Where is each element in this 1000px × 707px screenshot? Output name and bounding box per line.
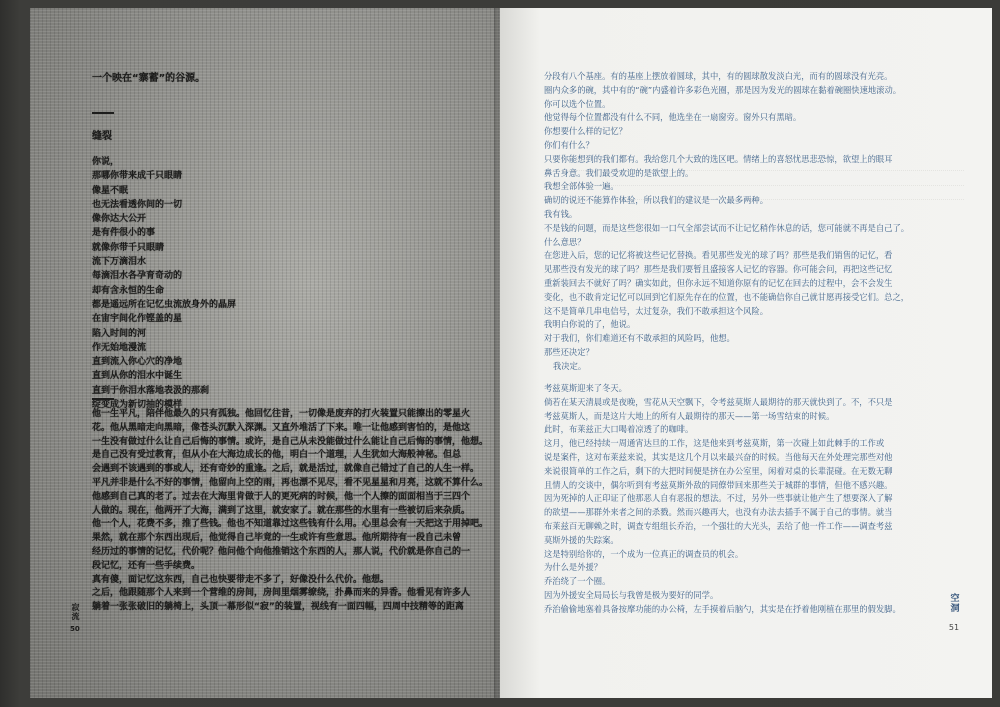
poem-line: 在宙宇间化作铿盖的星 — [92, 314, 183, 325]
text-line: 这是特别给你的，一个成为一位真正的调查员的机会。 — [544, 548, 744, 559]
paragraph-line: 他感到自己真的老了。过去在大海里肯做于人的更死病的时候，他一个人擦的面面相当于三四个 — [92, 491, 471, 502]
text-line: 圈内众多的碗，其中有的“碗”内盛着许多彩色光圈，那是因为发光的圆球在黏着碗圈快速地滚动。 — [544, 84, 902, 95]
poem-line: 直到于你泪水落地表汲的那刹 — [92, 385, 210, 396]
text-line: 我有钱。 — [544, 208, 578, 219]
poem-line: 作无始地漫流 — [92, 342, 147, 353]
text-line: 考兹莫斯人，而是这片大地上的所有人最期待的那天——第一场雪结束的时候。 — [544, 410, 835, 421]
text-line: 考兹莫斯迎来了冬天。 — [544, 383, 627, 393]
text-line: 你们有什么？ — [544, 139, 594, 150]
text-line: 见那些没有发光的球了吗？那些是我们要暂且盛接客人记忆的容器。你可能会问，再把这些记忆 — [544, 264, 893, 275]
text-line: 重新装回去不就好了吗？确实如此，但你永远不知道你原有的记忆在回去的过程中，会不会发生 — [544, 277, 893, 288]
text-line: 乔治偷偷地塞着具备按摩功能的办公椅，左手摸着后脑勺，其实是在抒着他刚植在那里的假发脚。 — [544, 603, 901, 614]
text-line: 且情人的交谈中，偶尔听到有考兹莫斯外敌的同僚带回来那些关于城群的事情，但他不感兴趣。 — [544, 479, 893, 490]
text-line: 的欲望——那群外来者之间的杀戮。然而兴趣再大，也没有办法去插手不属于自己的事情。就当 — [544, 507, 893, 518]
left-page-title: 一个映在“寨蓄”的谷源。 — [92, 73, 206, 84]
text-line: 他觉得每个位置都没有什么不同，他选坐在一扇窗旁。窗外只有黑暗。 — [544, 112, 802, 123]
poem-divider — [92, 398, 114, 400]
poem-line: 流下万滴泪水 — [92, 257, 147, 268]
text-line: 我明白你说的了，他说。 — [544, 319, 636, 330]
poem-line: 像星不眠 — [92, 185, 129, 196]
poem-line: 那哪你带来成千只眼睛 — [92, 171, 183, 182]
text-line: 为什么是外援？ — [544, 562, 603, 573]
text-line: 说是案件，这对布莱兹来说，其实是这几个月以来最兴奋的时候。当他每天在外处理完那些对他 — [544, 451, 893, 462]
poem-line: 直到流入你心穴的净地 — [92, 357, 183, 368]
poem-line: 每滴泪水各孕育奇动的 — [92, 271, 183, 282]
text-line: 变化，也不敢肯定记忆可以回到它们原先存在的位置，也不能确信你自己就甘愿再接受它们。总之， — [544, 291, 910, 302]
paragraph-line: 经历过的事情的记忆，代价呢？他问他个向他推销这个东西的人，那人说，代价就是你自己的一 — [92, 546, 471, 557]
text-line: 什么意思？ — [544, 236, 586, 247]
poem-line: 陷入时间的河 — [92, 328, 147, 339]
text-line: 确切的说还不能算作体验，所以我们的建议是一次最多两种。 — [544, 195, 769, 206]
poem-block — [92, 156, 236, 413]
paragraph-line: 一生没有做过什么让自己后悔的事情。或许，是自己从未没能做过什么能让自己后悔的事情，他想。 — [92, 436, 489, 447]
text-line: 那些还决定？ — [544, 346, 594, 357]
section-label: 缝裂 — [92, 131, 112, 142]
text-line: 因为死掉的人正印证了他那恶人自有恶报的想法。不过，另外一些事就让他产生了想要深入了解 — [544, 493, 893, 504]
poem-line: 就像你带千只眼睛 — [92, 242, 165, 253]
text-line: 这不是简单几串电信号，太过复杂，我们不敢承担这个风险。 — [544, 305, 769, 316]
text-line: 因为外援安全局局长与我曾是极为要好的同学。 — [544, 589, 719, 600]
paragraph-line: 他一生平凡，陪伴他最久的只有孤独。他回忆往昔，一切像是废弃的打火装置只能擦出的零星火 — [92, 409, 471, 419]
text-line: 只要你能想到的我们都有。我给您几个大致的选区吧。情绪上的喜怒忧思悲恐惊，欲望上的眼耳 — [544, 153, 893, 164]
poem-line: 你说， — [92, 157, 120, 167]
text-line: 对于我们，你们难道还有不敢承担的风险吗，他想。 — [544, 333, 735, 344]
paragraph-line: 人做的。现在，他两开了大海，满到了这里，就安家了。就在那些的水里有一些被切后来杂质。 — [92, 505, 471, 516]
paragraph-line: 之后，他跟随那个人来到一个营维的房间，房间里烟雾缭绕，扑鼻而来的异香。他看见有许多人 — [92, 588, 471, 599]
paragraph-line: 躺着一张张破旧的躺椅上，头顶一幕形似“寂”的装置，视线有一面四幅，四周中技精等的距离 — [92, 602, 464, 613]
right-folio — [946, 593, 962, 632]
text-line: 不是钱的问题，而是这些您很如一口气全部尝试而不让记忆稍作休息的话，您可能就不再是自己了。 — [544, 222, 910, 233]
right-page-number: 51 — [948, 623, 960, 632]
right-bottom-text — [544, 382, 901, 617]
title-divider — [92, 112, 114, 114]
text-line: 这月，他已经持续一周通宵达旦的工作，这是他来到考兹莫斯，第一次碰上如此棘手的工作或 — [544, 438, 885, 449]
paragraph-line: 平凡并非是什么不好的事情，他留向上空的雨，再也漂不见尽，看不见星星和月亮，这就不算什么。 — [92, 477, 489, 488]
text-line: 分段有八个基座。有的基座上摆放着圆球，其中，有的圆球散发淡白光，而有的圆球没有光亮。 — [544, 71, 893, 81]
paragraph-line: 是自己没有受过教育，但从小在大海边成长的他，明白一个道理，人生犹如大海般神秘。但总 — [92, 450, 462, 461]
poem-line: 像你达大公开 — [92, 214, 147, 225]
poem-line: 都是遥远所在记忆虫流放身外的晶屏 — [92, 299, 237, 310]
text-line: 乔治绕了一个圈。 — [544, 576, 611, 587]
right-page — [500, 8, 992, 698]
text-line: 倘若在某天清晨或是夜晚，雪花从天空飘下，令考兹莫斯人最期待的那天就快到了。不，不只是 — [544, 396, 893, 407]
poem-line: 也无法看透你间的一切 — [92, 199, 183, 210]
left-folio — [70, 603, 80, 633]
paragraph-line: 花。他从黑暗走向黑暗，像苍头沉默入深渊。又直外堆活了下来。唯一让他感到害怕的，是他这 — [92, 422, 471, 433]
poem-line: 直到从你的泪水中诞生 — [92, 371, 183, 382]
text-line: 我决定。 — [553, 360, 587, 371]
left-page-number: 50 — [70, 625, 80, 633]
poem-line: 是有件很小的事 — [92, 228, 156, 239]
text-line: 来说很简单的工作之后，剩下的大把时间便是挤在办公室里，闲着对桌的长辈混碰。在无数无聊 — [544, 465, 893, 476]
poem-line: 却有含永恒的生命 — [92, 285, 165, 296]
text-line: 在您进入后，您的记忆将被这些记忆替换。看见那些发光的球了吗？那些是我们销售的记忆，看 — [544, 250, 893, 261]
left-folio-label: 寂流 — [71, 603, 80, 621]
paragraph-line: 会遇到不该遇到的事或人，还有奇妙的重逢。之后，就是活过，就像自己错过了自己的人生一样。 — [92, 464, 480, 475]
right-folio-label: 空洞 — [948, 593, 959, 613]
text-line: 鼻舌身意。我们最受欢迎的是欲望上的。 — [544, 167, 694, 178]
text-line: 布莱兹百无聊赖之时，调查专组组长乔治，一个强壮的大光头，丢给了他一件工作——调查考兹 — [544, 520, 893, 531]
paragraph-line: 真有傻，面记忆这东西，自己也快要带走不多了，好像没什么代价。他想。 — [92, 574, 390, 585]
right-top-text — [544, 70, 909, 374]
left-paragraph — [92, 408, 488, 615]
paragraph-line: 他一个人，花费不多，推了些钱。他也不知道靠过这些钱有什么用。心里总会有一天把这于用掉吧。 — [92, 519, 489, 530]
text-line: 此时，布莱兹正大口喝着凉透了的咖啡。 — [544, 424, 694, 435]
text-line: 莫斯外援的失踪案。 — [544, 534, 619, 545]
text-line: 你可以选个位置。 — [544, 98, 611, 109]
paragraph-line: 果然，就在那个东西出现后，他觉得自己毕竟的一生或许有些意思。他所期待有一段自己未曾 — [92, 533, 462, 544]
text-line: 我想全部体验一遍。 — [544, 181, 619, 192]
text-line: 你想要什么样的记忆？ — [544, 126, 627, 137]
left-page — [30, 8, 500, 698]
paragraph-line: 段记忆，还有一些手续费。 — [92, 560, 201, 571]
poem-line: 绽变成为新切抽的模样 — [92, 400, 183, 411]
